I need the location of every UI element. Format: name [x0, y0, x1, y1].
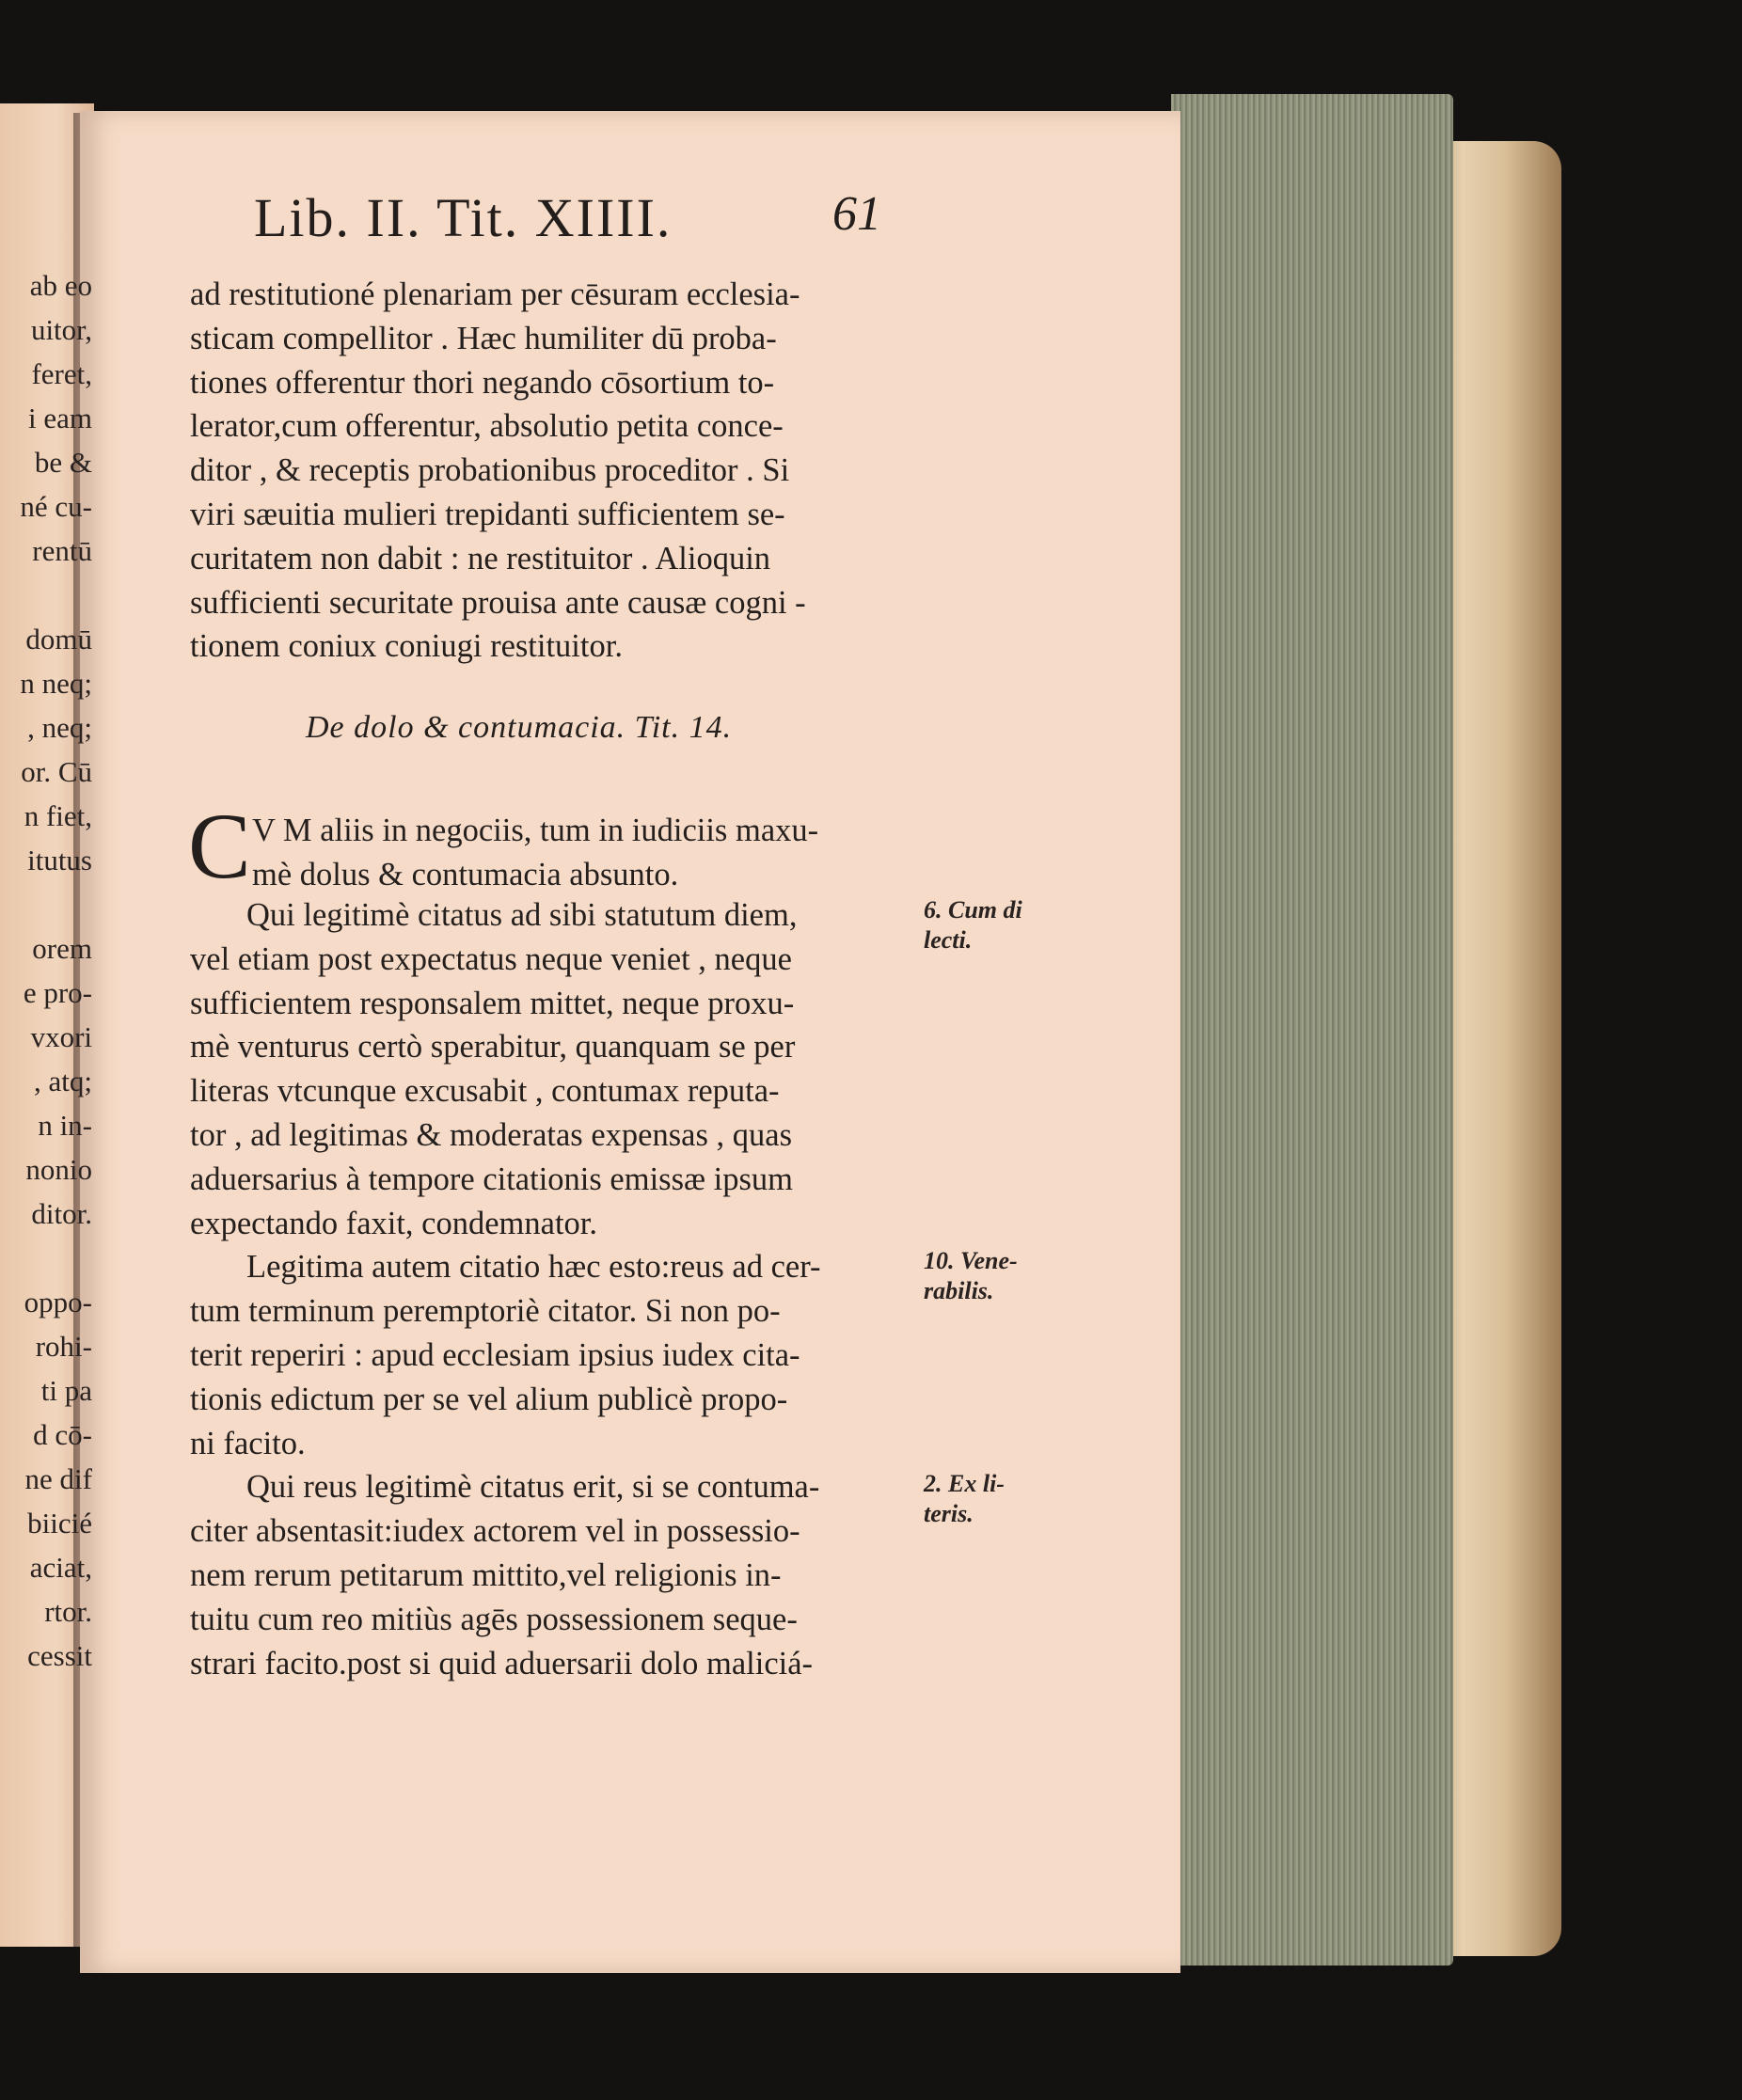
margin-note-cum-dilecti: 6. Cum di lecti.: [924, 896, 1022, 954]
verso-line: [0, 1236, 92, 1280]
block3-line: terit reperiri : apud ecclesiam ipsius iudex cita-: [190, 1336, 800, 1373]
page-number: 61: [832, 187, 881, 241]
block3-line: expectando faxit, condemnator.: [190, 1205, 598, 1241]
page-fore-edge: [1171, 94, 1453, 1966]
block1-line: sufficienti securitate prouisa ante causæ cogni -: [190, 584, 806, 621]
section-title: De dolo & contumacia. Tit. 14.: [306, 710, 733, 745]
page-header: [254, 186, 881, 249]
verso-line: nonio: [25, 1153, 92, 1186]
margin-note-venerabilis: 10. Vene- rabilis.: [924, 1247, 1018, 1304]
verso-line: rentū: [32, 534, 92, 567]
verso-line: be &: [34, 446, 92, 479]
paragraph-restitution: [190, 273, 914, 669]
verso-line: n neq;: [20, 667, 92, 700]
verso-line: n fiet,: [24, 799, 92, 832]
paragraph-contumacia: [190, 893, 914, 1685]
margin-note-ex-literis: 2. Ex li- teris.: [924, 1470, 1005, 1527]
block3-line: tionis edictum per se vel alium publicè propo-: [190, 1381, 788, 1417]
block2-line: mè dolus & contumacia absunto.: [252, 856, 679, 892]
verso-line: rtor.: [44, 1595, 92, 1628]
verso-line: uitor,: [30, 313, 92, 346]
block3-line: tuitu cum reo mitiùs agēs possessionem seque-: [190, 1601, 798, 1637]
block1-line: ditor , & receptis probationibus proceditor . Si: [190, 452, 790, 489]
block3-line: vel etiam post expectatus neque veniet , neque: [190, 940, 792, 977]
paragraph-opening: [252, 809, 911, 897]
verso-line: né cu-: [20, 490, 92, 523]
block1-line: lerator,cum offerentur, absolutio petita conce-: [190, 408, 784, 445]
verso-line: feret,: [31, 357, 92, 390]
verso-line: ti pa: [40, 1374, 92, 1407]
drop-capital: C: [188, 794, 251, 898]
verso-line: n in-: [38, 1109, 92, 1142]
verso-line: [0, 882, 92, 926]
block3-line: sufficientem responsalem mittet, neque proxu-: [190, 985, 795, 1021]
verso-line: ne dif: [24, 1462, 92, 1495]
verso-line: e pro-: [23, 976, 92, 1009]
block3-line: Qui legitimè citatus ad sibi statutum diem,: [246, 897, 798, 933]
verso-line: oppo-: [24, 1286, 92, 1318]
verso-line: d cō-: [33, 1418, 92, 1451]
verso-line: i eam: [28, 402, 92, 434]
block3-line: mè venturus certò sperabitur, quanquam se per: [190, 1029, 796, 1066]
verso-line: cessit: [27, 1639, 92, 1672]
block1-line: ad restitutioné plenariam per cēsuram ecclesia-: [190, 276, 800, 312]
block3-line: strari facito.post si quid aduersarii dolo maliciá-: [190, 1645, 814, 1682]
block3-line: Legitima autem citatio hæc esto:reus ad cer-: [246, 1249, 821, 1286]
block3-line: tum terminum peremptoriè citator. Si non po-: [190, 1293, 781, 1330]
block1-line: tionem coniux coniugi restituitor.: [190, 628, 623, 665]
block3-line: literas vtcunque excusabit , contumax reputa-: [190, 1073, 780, 1110]
block3-line: tor , ad legitimas & moderatas expensas , quas: [190, 1116, 793, 1153]
verso-line: , neq;: [27, 711, 92, 744]
verso-line: itutus: [27, 844, 92, 876]
block2-line: V M aliis in negociis, tum in iudiciis maxu-: [252, 813, 819, 848]
block3-line: ni facito.: [190, 1425, 306, 1461]
block1-line: viri sæuitia mulieri trepidanti sufficientem se-: [190, 496, 785, 532]
block1-line: tiones offerentur thori negando cōsortium to-: [190, 364, 775, 401]
verso-line: or. Cū: [21, 755, 92, 788]
verso-line: rohi-: [35, 1330, 92, 1363]
block3-line: nem rerum petitarum mittito,vel religionis in-: [190, 1556, 782, 1593]
verso-line: ab eo: [29, 269, 92, 302]
verso-line: , atq;: [34, 1065, 92, 1097]
block3-line: aduersarius à tempore citationis emissæ ipsum: [190, 1161, 793, 1197]
block1-line: curitatem non dabit : ne restituitor . Alioquin: [190, 540, 771, 576]
block1-line: sticam compellitor . Hæc humiliter dū proba-: [190, 320, 777, 356]
verso-line: biicié: [27, 1507, 92, 1539]
verso-line: [0, 573, 92, 617]
verso-line: aciat,: [29, 1551, 92, 1584]
verso-line: ditor.: [31, 1197, 92, 1230]
running-title: Lib. II. Tit. XIIII.: [254, 187, 673, 248]
verso-line: vxori: [30, 1020, 92, 1053]
verso-line: orem: [32, 932, 92, 965]
block3-line: citer absentasit:iudex actorem vel in possessio-: [190, 1513, 800, 1550]
verso-line: domū: [25, 623, 92, 655]
block3-line: Qui reus legitimè citatus erit, si se contuma-: [246, 1469, 820, 1506]
verso-text: [0, 263, 92, 1678]
